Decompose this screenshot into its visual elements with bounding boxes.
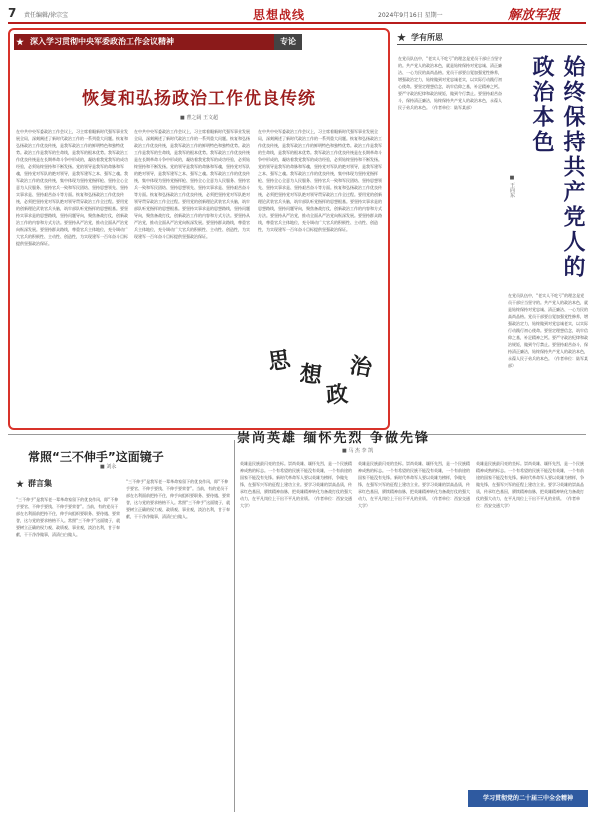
issue-date: 2024年9月16日 星期一 xyxy=(378,12,443,19)
bottom-right-body-col-2: 英雄是民族最闪亮的坐标。崇尚英雄、缅怀先烈，是一个民族精神成熟的标志。一个有希望的民族不能没有英雄，一个有前途的国家不能没有先锋。新时代革命军人要以英雄为榜样，争做先锋，在强军兴军的征程上建功立业。要学习英雄的崇高品质，传承红色基因，赓续精神血脉，把英雄精神转化为备战打仗的强大动力，在平凡岗位上干出不平凡的业绩。（作者单位：西安交通大学） xyxy=(358,461,470,508)
feature-banner: 深入学习贯彻中央军委政治工作会议精神 xyxy=(14,34,274,50)
column-label-text: 群言集 xyxy=(28,479,52,488)
calligraphy-glyph: 政 xyxy=(325,381,350,409)
calligraphy-glyph: 想 xyxy=(298,360,324,390)
sidebar-byline: ■ 王向东 xyxy=(509,175,515,198)
column-divider xyxy=(234,440,235,812)
calligraphy-glyph: 治 xyxy=(347,352,374,382)
sidebar-headline: 始终保持共产党人的政治本色 xyxy=(529,55,585,280)
feature-body-col-1: 在中共中央军委政治工作会议上，习主席着眼新时代强军事业发展全局，深刻阐述了新时代政治工作的一系列重大问题。恢复和弘扬政治工作优良传统，是我军政治工作的鲜明特色和独特优势。政治工作是我军的生命线，是我军的根本优势。我军政治工作优良传统是在长期革命斗争中形成的，凝结着我党我军的成功经验，必须始终坚持和不断发扬。党的领导是我军的命脉和军魂，坚持党对军队的绝对领导，是我军建军之本、强军之魂。我军政治工作的优良传统，集中体现为坚持党指挥枪、坚持全心全意为人民服务、坚持官兵一致和军民团结、坚持思想领先、坚持实事求是、坚持艰苦奋斗等方面。恢复和弘扬政治工作优良传统，必须把坚持党对军队绝对领导贯穿政治工作全过程。要用党的创新理论武装官兵头脑，筑牢部队听党指挥的思想根基。要坚持实事求是的思想路线，坚持问题导向，聚焦备战打仗，创新政治工作的内容和方式方法。要坚持从严治党，推动全面从严治党向纵深发展。要坚持群众路线，尊重官兵主体地位，充分调动广大官兵的积极性、主动性、创造性，为实现建军一百年奋斗目标提供坚强政治保证。 xyxy=(16,129,128,246)
bottom-left-headline: 常照“三不伸手”这面镜子 xyxy=(28,450,164,464)
page-header xyxy=(8,6,586,24)
newspaper-logo: 解放军报 xyxy=(508,8,561,23)
star-icon xyxy=(16,480,24,488)
bottom-right-body-col-1: 英雄是民族最闪亮的坐标。崇尚英雄、缅怀先烈，是一个民族精神成熟的标志。一个有希望的民族不能没有英雄，一个有前途的国家不能没有先锋。新时代革命军人要以英雄为榜样，争做先锋，在强军兴军的征程上建功立业。要学习英雄的崇高品质，传承红色基因，赓续精神血脉，把英雄精神转化为备战打仗的强大动力，在平凡岗位上干出不平凡的业绩。（作者单位：西安交通大学） xyxy=(240,461,352,508)
calligraphy-artwork xyxy=(258,340,378,418)
feature-body-col-2: 在中共中央军委政治工作会议上，习主席着眼新时代强军事业发展全局，深刻阐述了新时代政治工作的一系列重大问题。恢复和弘扬政治工作优良传统，是我军政治工作的鲜明特色和独特优势。政治工作是我军的生命线，是我军的根本优势。我军政治工作优良传统是在长期革命斗争中形成的，凝结着我党我军的成功经验，必须始终坚持和不断发扬。党的领导是我军的命脉和军魂，坚持党对军队的绝对领导，是我军建军之本、强军之魂。我军政治工作的优良传统，集中体现为坚持党指挥枪、坚持全心全意为人民服务、坚持官兵一致和军民团结、坚持思想领先、坚持实事求是、坚持艰苦奋斗等方面。恢复和弘扬政治工作优良传统，必须把坚持党对军队绝对领导贯穿政治工作全过程。要用党的创新理论武装官兵头脑，筑牢部队听党指挥的思想根基。要坚持实事求是的思想路线，坚持问题导向，聚焦备战打仗，创新政治工作的内容和方式方法。要坚持从严治党，推动全面从严治党向纵深发展。要坚持群众路线，尊重官兵主体地位，充分调动广大官兵的积极性、主动性、创造性，为实现建军一百年奋斗目标提供坚强政治保证。 xyxy=(134,129,250,239)
bottom-right-body-col-3: 英雄是民族最闪亮的坐标。崇尚英雄、缅怀先烈，是一个民族精神成熟的标志。一个有希望的民族不能没有英雄，一个有前途的国家不能没有先锋。新时代革命军人要以英雄为榜样，争做先锋，在强军兴军的征程上建功立业。要学习英雄的崇高品质，传承红色基因，赓续精神血脉，把英雄精神转化为备战打仗的强大动力，在平凡岗位上干出不平凡的业绩。（作者单位：西安交通大学） xyxy=(476,461,584,508)
sidebar-column-title: 学有所思 xyxy=(411,33,443,42)
feature-body-col-3: 在中共中央军委政治工作会议上，习主席着眼新时代强军事业发展全局，深刻阐述了新时代政治工作的一系列重大问题。恢复和弘扬政治工作优良传统，是我军政治工作的鲜明特色和独特优势。政治工作是我军的生命线，是我军的根本优势。我军政治工作优良传统是在长期革命斗争中形成的，凝结着我党我军的成功经验，必须始终坚持和不断发扬。党的领导是我军的命脉和军魂，坚持党对军队的绝对领导，是我军建军之本、强军之魂。我军政治工作的优良传统，集中体现为坚持党指挥枪、坚持全心全意为人民服务、坚持官兵一致和军民团结、坚持思想领先、坚持实事求是、坚持艰苦奋斗等方面。恢复和弘扬政治工作优良传统，必须把坚持党对军队绝对领导贯穿政治工作全过程。要用党的创新理论武装官兵头脑，筑牢部队听党指挥的思想根基。要坚持实事求是的思想路线，坚持问题导向，聚焦备战打仗，创新政治工作的内容和方式方法。要坚持从严治党，推动全面从严治党向纵深发展。要坚持群众路线，尊重官兵主体地位，充分调动广大官兵的积极性、主动性、创造性，为实现建军一百年奋斗目标提供坚强政治保证。 xyxy=(258,129,382,232)
bottom-left-byline: ■ 刘永 xyxy=(100,464,117,470)
sidebar-body-col-1: 在党员队伍中，“老实人不吃亏”的理念是党员干部应当坚守的。共产党人的政治本色，就是始终保持对党忠诚、清正廉洁、一心为民的高尚品格。党员干部要自觉加强党性修养，增强政治定力，始终做到对党忠诚老实，以实际行动践行初心使命。要坚定理想信念，筑牢信仰之基，补足精神之钙。要严守政治纪律和政治规矩，做到令行禁止。要坚持艰苦奋斗，保持清正廉洁，始终保持共产党人的政治本色，永葆人民子弟兵的本色。（作者单位：陆军某部） xyxy=(398,56,503,110)
bottom-right-byline: ■ 马 杰 李 凯 xyxy=(342,448,374,454)
feature-headline: 恢复和弘扬政治工作优良传统 xyxy=(82,89,316,109)
sidebar-rule xyxy=(397,44,587,45)
sidebar-column-header xyxy=(397,32,587,46)
column-label xyxy=(16,478,86,492)
feature-byline: ■ 曹之阔 王文超 xyxy=(180,115,218,121)
section-title: 思想战线 xyxy=(253,8,306,22)
bottom-left-body-col-2: “三不伸手”是我军老一辈革命家留下的优良作风，即“不伸手要官、不伸手要钱、不伸手要荣誉”。当前，有的党员干部在名利面前把持不住，伸手向组织要职务、要待遇、要荣誉，这与党的要求格格不入。常照“三不伸手”这面镜子，就要树立正确的权力观、政绩观、事业观，淡泊名利，甘于奉献，干干净净做事，清清白白做人。 xyxy=(126,479,231,519)
editor-credit: 责任编辑/徐宗宝 xyxy=(24,12,69,19)
bottom-left-body-col-1: “三不伸手”是我军老一辈革命家留下的优良作风，即“不伸手要官、不伸手要钱、不伸手要荣誉”。当前，有的党员干部在名利面前把持不住，伸手向组织要职务、要待遇、要荣誉，这与党的要求格格不入。常照“三不伸手”这面镜子，就要树立正确的权力观、政绩观、事业观，淡泊名利，甘于奉献，干干净净做事，清清白白做人。 xyxy=(16,497,121,537)
sidebar-body-col-2: 在党员队伍中，“老实人不吃亏”的理念是党员干部应当坚守的。共产党人的政治本色，就是始终保持对党忠诚、清正廉洁、一心为民的高尚品格。党员干部要自觉加强党性修养，增强政治定力，始终做到对党忠诚老实，以实际行动践行初心使命。要坚定理想信念，筑牢信仰之基，补足精神之钙。要严守政治纪律和政治规矩，做到令行禁止。要坚持艰苦奋斗，保持清正廉洁，始终保持共产党人的政治本色，永葆人民子弟兵的本色。（作者单位：陆军某部） xyxy=(508,293,588,368)
calligraphy-glyph: 思 xyxy=(266,346,292,376)
feature-tag: 专论 xyxy=(274,34,302,50)
bottom-right-headline: 崇尚英雄 缅怀先烈 争做先锋 xyxy=(237,431,431,446)
footer-banner: 学习贯彻党的二十届三中全会精神 xyxy=(468,790,588,807)
page-number: 7 xyxy=(8,6,17,20)
